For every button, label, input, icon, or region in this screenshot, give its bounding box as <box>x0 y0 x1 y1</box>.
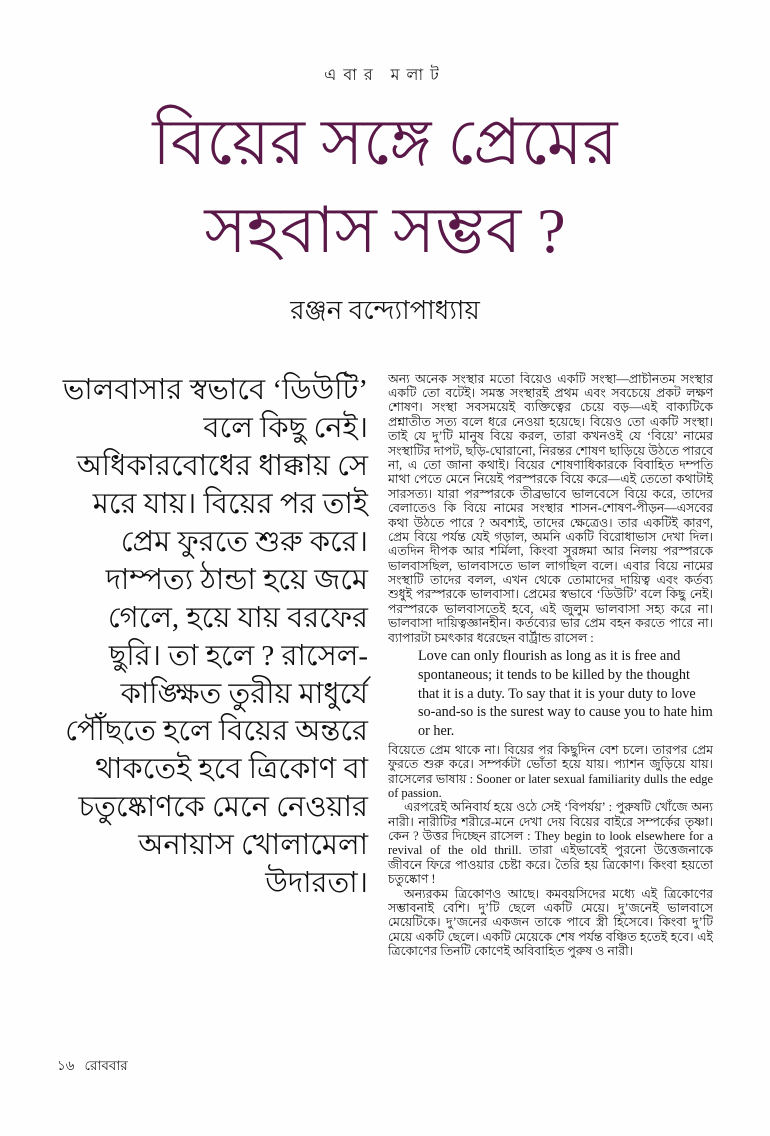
body-paragraph-4: অন্যরকম ত্রিকোণও আছে। কমবয়সিদের মধ্যে এই ত্রিকোণের সম্ভাবনাই বেশি। দু’টি ছেলে একটি মেয়ে। দু’জনেই ভালবাসে মেয়েটিকে। দু’জনের একজন তাকে পাবে স্ত্রী হিসেবে। কিংবা দু’টি মেয়ে একটি ছেলে। একটি মেয়েকে শেষ পর্যন্ত বঞ্চিত হতেই হবে। এই ত্রিকোণের তিনটি কোণেই অবিবাহিত পুরুষ ও নারী। <box>388 886 713 959</box>
body-paragraph-2: বিয়েতে প্রেম থাকে না। বিয়ের পর কিছুদিন বেশ চলে। তারপর প্রেম ফুরতে শুরু করে। সম্পর্কটা ভোঁতা হয়ে যায়। প্যাশন জুড়িয়ে যায়। রাসেলের ভাষায় : Sooner or later sexual familiarity dulls the edge of passion. <box>388 742 713 800</box>
body-paragraph-3: এরপরেই অনিবার্য হয়ে ওঠে সেই ‘বিপর্যয়’ : পুরুষটি খোঁজে অন্য নারী। নারীটির শরীরে-মনে দেখা দেয় বিয়ের বাইরে সম্পর্কের তৃষ্ণা। কেন ? উত্তর দিচ্ছেন রাসেল : They begin to look elsewhere for a revival of the old thrill. তারা এইভাবেই পুরনো উত্তেজনাকে জীবনে ফিরে পাওয়ার চেষ্টা করে। তৈরি হয় ত্রিকোণ। কিংবা হয়তো চতুষ্কোণ ! <box>388 800 713 887</box>
english-blockquote: Love can only flourish as long as it is free and spontaneous; it tends to be killed by the thought that it is a duty. To say that it is your duty to love so-and-so is the surest way to cause you to hate him or her. <box>418 648 713 739</box>
page-footer <box>57 1055 128 1078</box>
body-column <box>388 372 713 959</box>
body-paragraph-1: অন্য অনেক সংস্থার মতো বিয়েও একটি সংস্থা—প্রাচীনতম সংস্থার একটি তো বটেই। সমস্ত সংস্থারই প্রথম এবং সবচেয়ে প্রকট লক্ষণ শোষণ। সংস্থা সবসময়েই ব্যক্তিত্বের চেয়ে বড়—এই বাক্যটিকে প্রশ্নাতীত সত্য বলে ধরে নেওয়া হয়েছে। বিয়েও তো একটি সংস্থা। তাই যে দু’টি মানুষ বিয়ে করল, তারা কখনওই যে ‘বিয়ে’ নামের সংস্থাটির দাপট, ছড়ি-ঘোরানো, নিরন্তর শোষণ ছাড়িয়ে উঠতে পারবে না, এ তো জানা কথাই। বিয়ের শোষণাধিকারকে বিবাহিত দম্পতি মাথা পেতে মেনে নিয়েই পরস্পরকে বিয়ে করে—এই তেতো কথাটাই সারসত্য। যারা পরস্পরকে তীব্রভাবে ভালবেসে বিয়ে করে, তাদের বেলাতেও কি বিয়ে নামের সংস্থার শাসন-শোষণ-পীড়ন—এসবের কথা উঠতে পারে ? অবশ্যই, তাদের ক্ষেত্রেও। তার একটিই কারণ, প্রেম বিয়ে পর্যন্ত যেই গড়াল, অমনি একটি বিরোধাভাস দেখা দিল। এতদিন দীপক আর শর্মিলা, কিংবা সুরঙ্গমা আর নিলয় পরস্পরকে ভালবাসছিল, ভালবাসতে ভাল লাগছিল বলে। এবার বিয়ে নামের সংস্থাটি তাদের বলল, এখন থেকে তোমাদের দায়িত্ব এবং কর্তব্য শুধুই পরস্পরকে ভালবাসা। প্রেমের স্বভাবে ‘ডিউটি’ বলে কিছু নেই। পরস্পরকে ভালবাসতেই হবে, এই জুলুম ভালবাসা সহ্য করে না। ভালবাসা দায়িত্বজ্ঞানহীন। কর্তব্যের ভার প্রেম বহন করতে পারে না। ব্যাপারটা চমৎকার ধরেছেন বার্ট্রান্ড রাসেল : <box>388 371 713 645</box>
author-byline: রঞ্জন বন্দ্যোপাধ্যায় <box>290 295 480 325</box>
article-title <box>0 99 770 276</box>
pull-quote: ভালবাসার স্বভাবে ‘ডিউটি’ বলে কিছু নেই। অধিকারবোধের ধাক্কায় সে মরে যায়। বিয়ের পর তাই প্রেম ফুরতে শুরু করে। দাম্পত্য ঠান্ডা হয়ে জমে গেলে, হয়ে যায় বরফের ছুরি। তা হলে ? রাসেল-কাঙ্ক্ষিত তুরীয় মাধুর্যে পৌঁছতে হলে বিয়ের অন্তরে থাকতেই হবে ত্রিকোণ বা চতুষ্কোণকে মেনে নেওয়ার অনায়াস খোলামেলা উদারতা। <box>62 373 368 900</box>
page-number: ১৬ <box>57 1058 75 1073</box>
article-title-line-2: সহবাস সম্ভব ? <box>204 195 566 267</box>
article-title-line-1: বিয়ের সঙ্গে প্রেমের <box>152 107 618 178</box>
magazine-name: রোববার <box>84 1058 128 1073</box>
section-kicker: এবার মলাট <box>324 67 446 84</box>
article-columns <box>0 372 770 959</box>
